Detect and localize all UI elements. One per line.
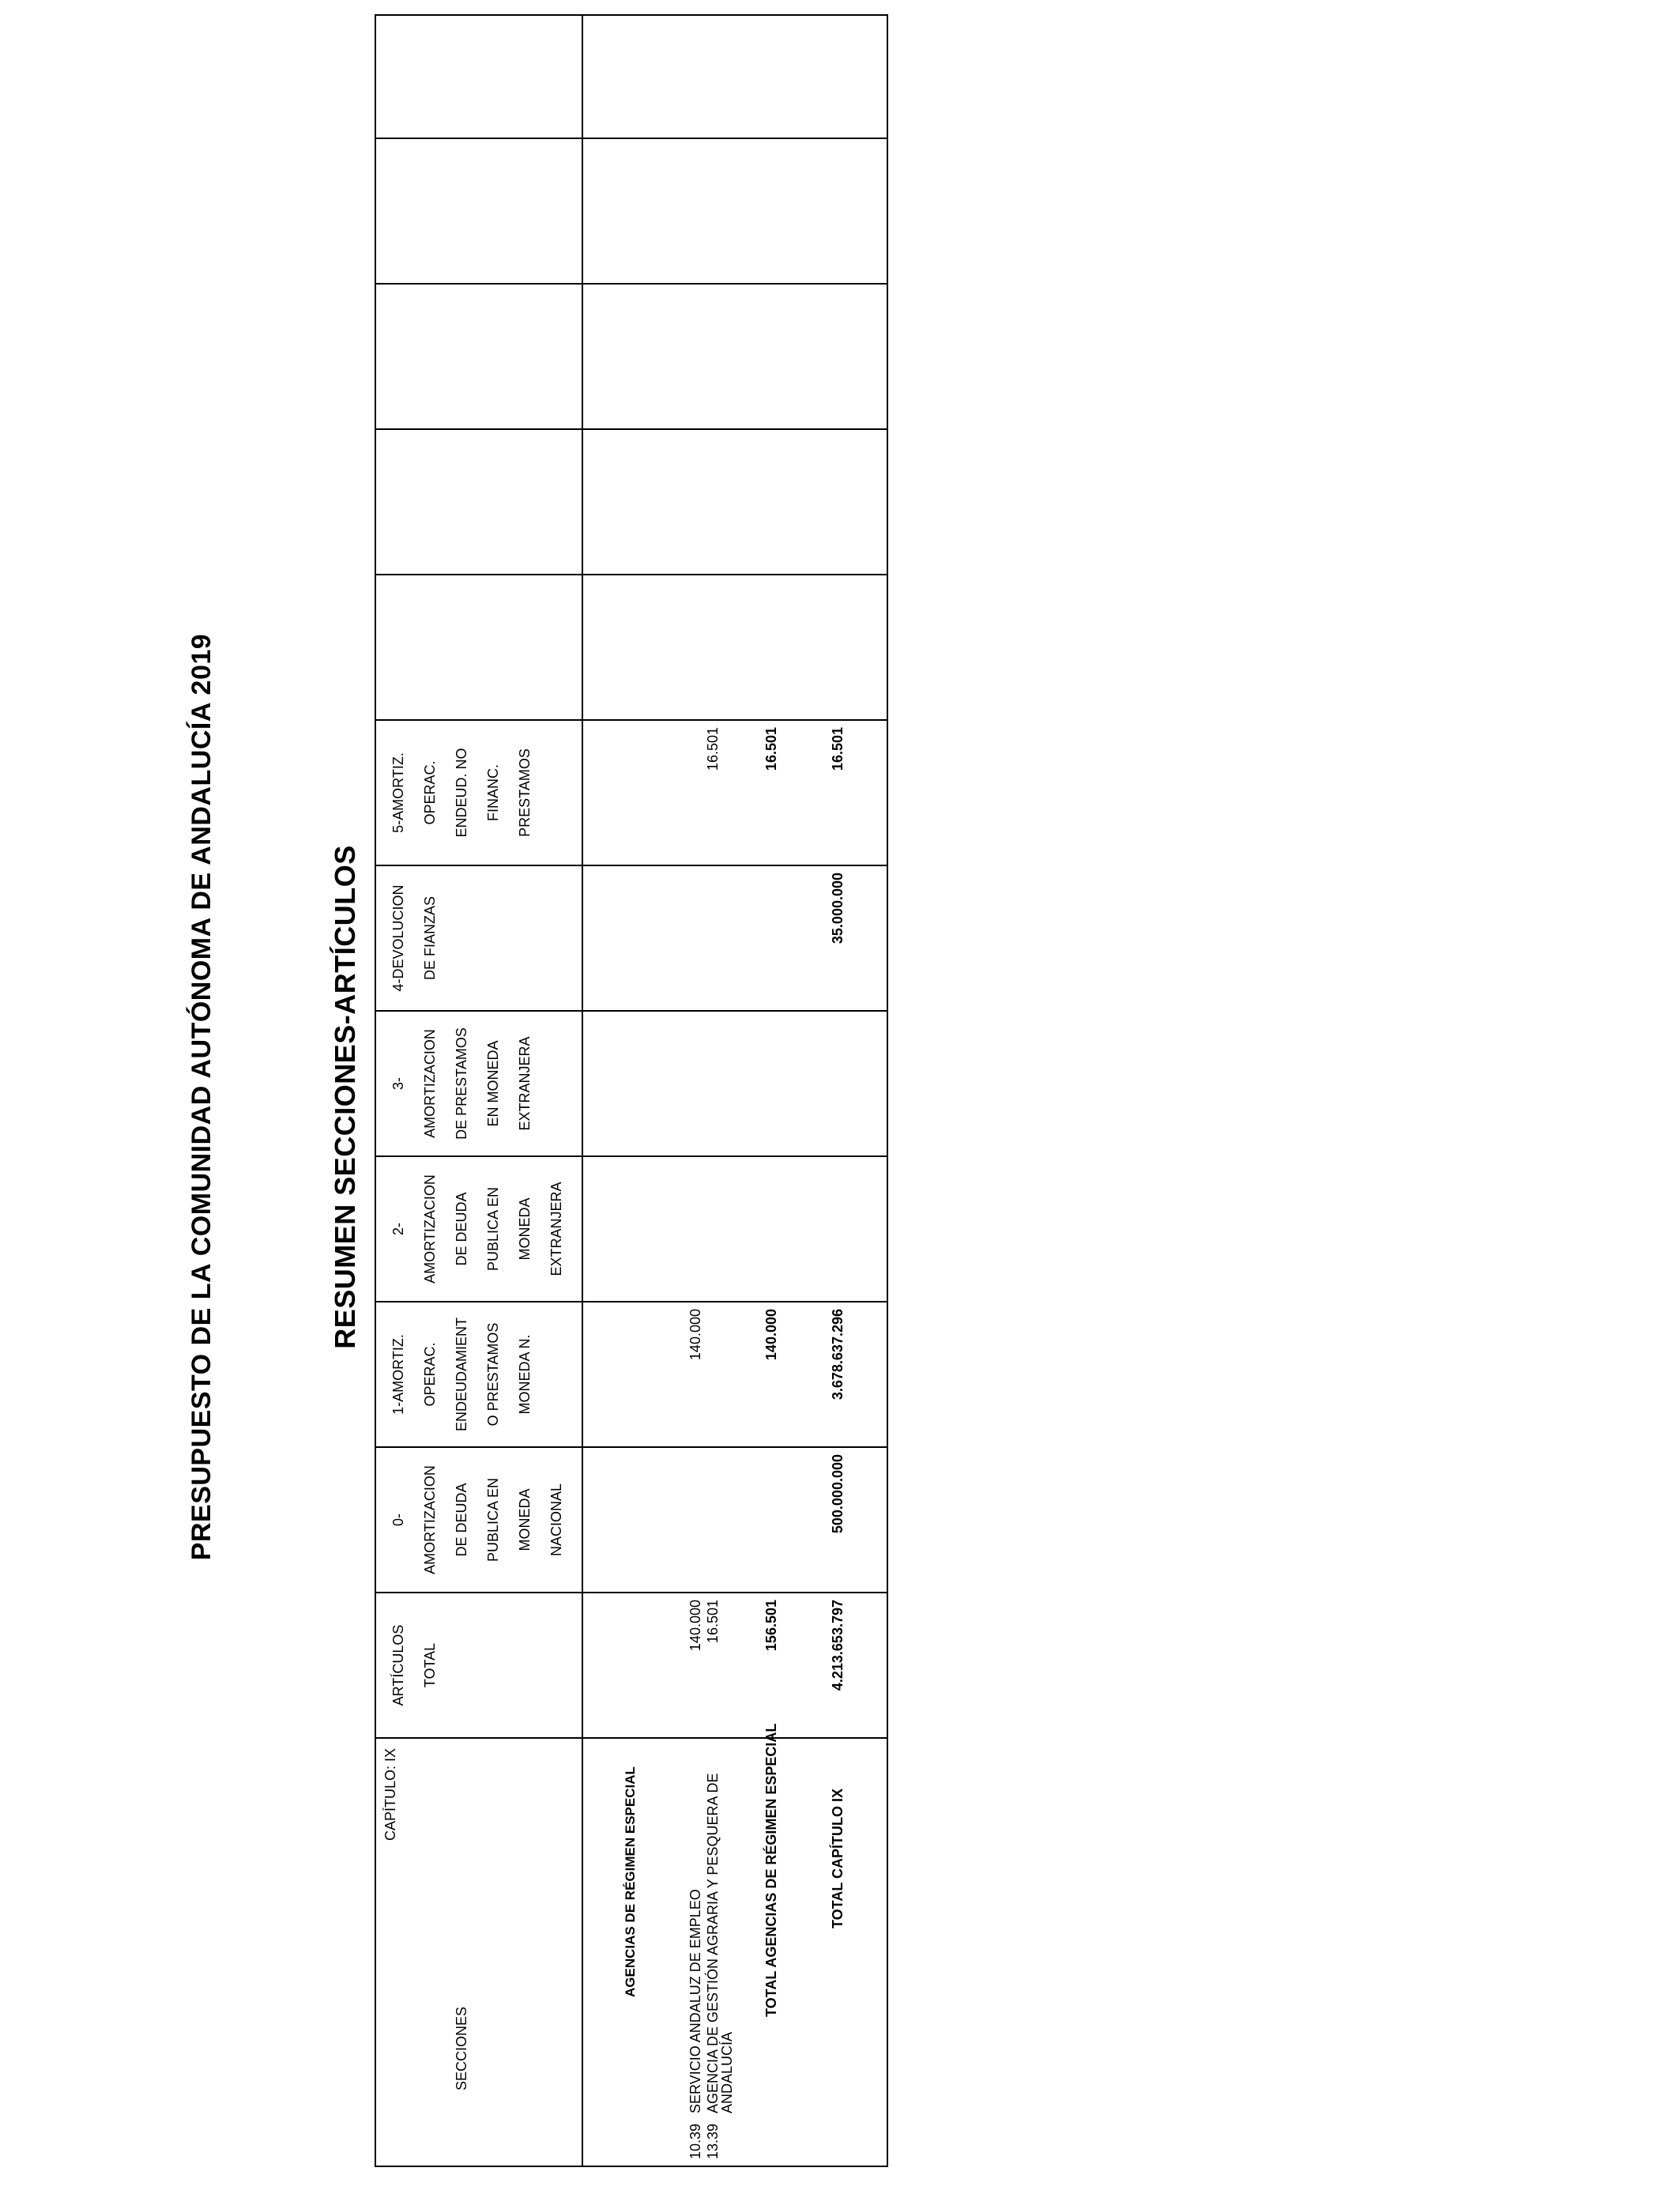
- capitulo-header: CAPÍTULO: IX: [382, 1748, 398, 1842]
- row-total: 140.000: [687, 1600, 703, 1652]
- grand-total-col1: 3.678.637.296: [830, 1309, 846, 1400]
- row-value-col1: 140.000: [687, 1309, 703, 1361]
- row-name: SERVICIO ANDALUZ DE EMPLEO: [687, 1889, 703, 2113]
- page-title: PRESUPUESTO DE LA COMUNIDAD AUTÓNOMA DE ANDALUCÍA 2019: [186, 633, 217, 1561]
- grand-total-col4: 35.000.000: [830, 873, 846, 944]
- column-divider: [375, 865, 888, 866]
- subtotal-label: TOTAL AGENCIAS DE RÉGIMEN ESPECIAL: [763, 1723, 779, 2017]
- summary-table: [375, 14, 888, 2167]
- table-border-bottom: [887, 14, 888, 2167]
- row-code: 10.39: [687, 2123, 703, 2159]
- column-divider: [375, 1592, 888, 1593]
- secciones-header: SECCIONES: [454, 2006, 469, 2091]
- subtotal-col5: 16.501: [763, 727, 779, 771]
- col-header-2: 2- AMORTIZACION DE DEUDA PUBLICA EN MONEDA EXTRANJERA: [390, 1174, 564, 1284]
- table-border-left: [375, 2166, 888, 2167]
- col-header-4: 4-DEVOLUCION DE FIANZAS: [390, 884, 438, 992]
- page-subtitle: RESUMEN SECCIONES-ARTÍCULOS: [329, 845, 361, 1349]
- row-total: 16.501: [705, 1600, 721, 1644]
- col-header-0: 0- AMORTIZACION DE DEUDA PUBLICA EN MONEDA NACIONAL: [390, 1465, 564, 1574]
- grand-total-col0: 500.000.000: [830, 1454, 846, 1534]
- grand-total-total: 4.213.653.797: [830, 1600, 846, 1691]
- column-divider: [375, 1737, 888, 1739]
- group-title: AGENCIAS DE RÉGIMEN ESPECIAL: [623, 1766, 638, 1997]
- col-header-3: 3- AMORTIZACION DE PRESTAMOS EN MONEDA EXTRANJERA: [390, 1027, 533, 1140]
- table-border-top: [375, 14, 376, 2167]
- row-name: AGENCIA DE GESTIÓN AGRARIA Y PESQUERA DE: [705, 1773, 721, 2113]
- grand-total-label: TOTAL CAPÍTULO IX: [830, 1788, 846, 1928]
- row-name-continued: ANDALUCÍA: [719, 2031, 735, 2113]
- row-value-col5: 16.501: [705, 727, 721, 771]
- header-divider: [582, 14, 583, 2167]
- column-divider: [375, 138, 888, 139]
- grand-total-col5: 16.501: [830, 727, 846, 771]
- table-border-right: [375, 14, 888, 16]
- col-header-5: 5-AMORTIZ. OPERAC. ENDEUD. NO FINANC. PRESTAMOS: [390, 748, 533, 838]
- subtotal-total: 156.501: [763, 1600, 779, 1652]
- col-header-articulos-total: ARTÍCULOS TOTAL: [390, 1624, 438, 1706]
- column-divider: [375, 574, 888, 575]
- column-divider: [375, 428, 888, 430]
- col-header-1: 1-AMORTIZ. OPERAC. ENDEUDAMIENT O PRESTAMOS MONEDA N.: [390, 1318, 533, 1432]
- row-code: 13.39: [705, 2123, 721, 2159]
- column-divider: [375, 283, 888, 285]
- subtotal-col1: 140.000: [763, 1309, 779, 1361]
